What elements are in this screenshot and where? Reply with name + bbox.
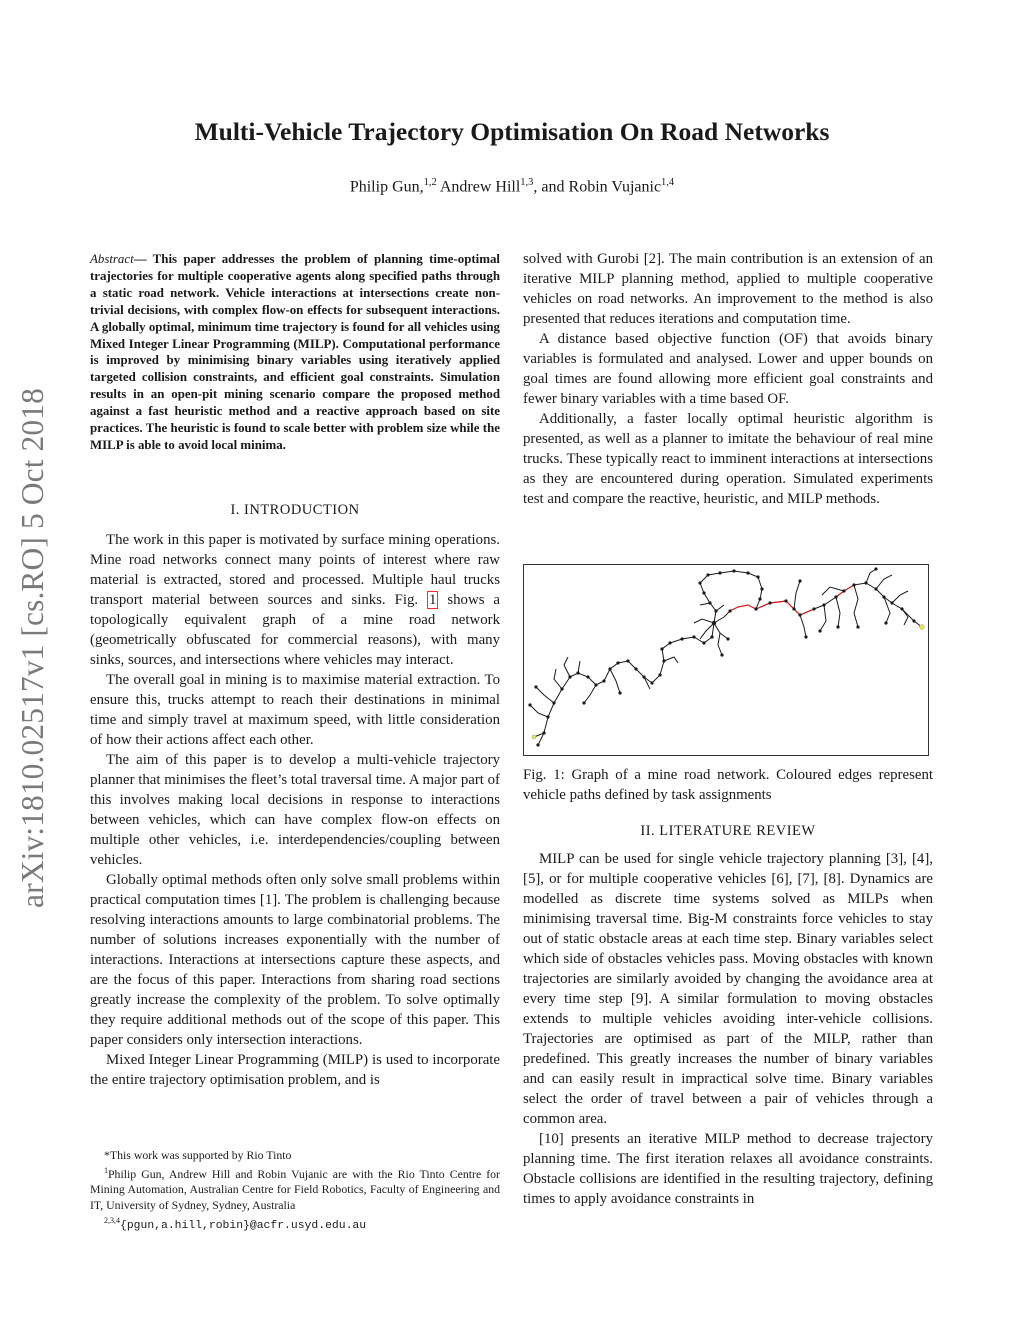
road-node [708,601,711,604]
intro-p1-after: shows a topologically equivalent graph of a mine road network (geometrically obfuscated for commercial reasons), with many sinks, sources, and intersections where vehicles may interact. [90,592,500,668]
road-node [732,569,735,572]
abstract-text: — This paper addresses the problem of planning time-optimal trajectories for multiple cooperative agents along specified paths through a static road network. Vehicle interactions at intersections create non-trivial decisions, with complex flow-on effects for subsequent interactions. A globally optimal, minimum time trajectory is found for all vehicles using Mixed Integer Linear Programming (MILP). Computational performance is improved by minimising binary variables using iteratively applied targeted collision constraints, and efficient goal constraints. Simulation results in an open-pit mining scenario compare the proposed method against a fast heuristic method and a reactive approach based on site practices. The heuristic is found to scale better with problem size while the MILP is able to avoid local minima. [90,252,500,452]
road-edge [554,669,562,689]
intro-paragraph-4: Globally optimal methods often only solve small problems within practical computation times [1]. The problem is challenging because resolving interactions amounts to large combinatorial problems. The number of solutions increases exponentially with the number of interactions. Interactions at intersections capture these aspects, and are the focus of this paper. Interactions from sharing road sections greatly increase the complexity of the problem. To solve optimally they require additional methods out of the scope of this paper. This paper considers only intersection interactions. [90,872,500,1048]
author-3: , and Robin Vujanic [533,178,662,196]
author-1-affil: 1,2 [423,177,437,188]
footnote-affiliation-mark: 1 [104,1166,108,1176]
footnote-affiliation [90,1163,500,1213]
road-node [842,589,845,592]
footnote-emails-mark: 2,3,4 [104,1215,120,1225]
lit-paragraph-2: [10] presents an iterative MILP method to decrease trajectory planning time. The first iteration relaxes all avoidance constraints. Obstacle collisions are identified in the resulting trajectory, defining times to apply avoidance constraints in [523,1131,933,1207]
road-node [834,595,837,598]
figure-1-link[interactable]: 1 [429,592,437,608]
road-node [718,571,721,574]
figure-1-caption: Fig. 1: Graph of a mine road network. Coloured edges represent vehicle paths defined by task assignments [523,767,933,803]
road-node [728,609,731,612]
road-node [874,567,877,570]
road-edge [664,657,678,663]
road-node [754,607,757,610]
road-node [768,601,771,604]
road-node [698,581,701,584]
road-node [798,579,801,582]
road-node [798,613,801,616]
mine-road-network-graph [524,565,928,755]
road-edge [584,685,596,703]
road-edge [876,575,892,589]
road-node [726,637,729,640]
arxiv-stamp-text: arXiv:1810.02517v1 [cs.RO] 5 Oct 2018 [15,388,50,908]
road-node [756,575,759,578]
road-edge [538,571,922,745]
road-node [616,661,619,664]
road-node [608,667,611,670]
intro-paragraph-5: Mixed Integer Linear Programming (MILP) is used to incorporate the entire trajectory optimisation problem, and is [90,1052,500,1088]
introduction-body [90,530,500,1090]
road-node [804,635,807,638]
road-node [714,609,717,612]
road-node [634,667,637,670]
road-node [900,607,903,610]
road-node [856,625,859,628]
section-heading-introduction: I. INTRODUCTION [230,502,360,518]
road-node [818,629,821,632]
road-edge [714,611,730,623]
road-node [746,571,749,574]
right-paragraph-2: A distance based objective function (OF) that avoids binary variables is formulated and analysed. Lower and upper bounds on goal times are found allowing more efficient goal constraints and fewer binary variables with a time based OF. [523,331,933,407]
road-node [680,637,683,640]
road-node [812,607,815,610]
road-node [912,619,915,622]
road-node [542,731,545,734]
road-node [702,591,705,594]
abstract [90,251,500,454]
road-node [712,621,716,625]
right-paragraph-1: solved with Gurobi [2]. The main contribution is an extension of an iterative MILP planning method, applied to multiple cooperative vehicles on road networks. An improvement to the method is also presented that reduces iterations and computation time. [523,251,933,327]
road-edge [536,687,554,703]
road-edge [578,661,580,673]
literature-review-body [523,849,933,1209]
right-column-body [523,249,933,509]
road-node [528,703,531,706]
road-node [668,641,671,644]
author-2-affil: 1,3 [520,177,534,188]
vehicle-paths [730,585,854,615]
road-node [568,675,571,678]
road-node [582,701,585,704]
road-node [660,647,663,650]
paper-title: Multi-Vehicle Trajectory Optimisation On Road Networks [194,117,830,146]
road-node [784,599,787,602]
road-node [594,683,597,686]
road-edge [530,705,548,717]
road-node [882,595,885,598]
footnote-affiliation-text: Philip Gun, Andrew Hill and Robin Vujanic are with the Rio Tinto Centre for Mining Automation, Australian Centre for Field Robotics, Faculty of Engineering and IT, University of Sydney, Sydney, Australia [90,1167,500,1212]
road-node [822,603,825,606]
road-node [650,681,653,684]
road-edge [564,657,570,677]
intro-paragraph-1 [90,530,500,670]
author-1: Philip Gun, [349,178,424,196]
intro-paragraph-2: The overall goal in mining is to maximise material extraction. To ensure this, trucks attempt to reach their destinations in minimal time and simply travel at maximum speed, with little consideration of how their actions affect each other. [90,672,500,748]
road-node [864,581,867,584]
road-node [702,641,705,644]
author-3-affil: 1,4 [661,177,675,188]
road-node [792,607,795,610]
sink-marker [920,625,925,630]
intro-paragraph-3: The aim of this paper is to develop a multi-vehicle trajectory planner that minimises the fleet’s total traversal time. A major part of this involves making local decisions in response to interactions between vehicles, which can have complex flow-on effects on multiple other vehicles, i.e. interdependencies/coupling between vehicles. [90,752,500,868]
intro-p1-before: The work in this paper is motivated by surface mining operations. Mine road networks connect many points of interest where raw material is extracted, stored and processed. Multiple haul trucks transport material between sources and sinks. Fig. [90,532,500,608]
road-edge [854,585,858,627]
road-edge [610,669,620,693]
road-node [546,715,549,718]
road-edge [866,569,876,583]
road-node [534,685,537,688]
road-node [836,625,839,628]
road-edge [836,597,840,627]
road-node [626,659,629,662]
road-node [658,673,661,676]
footnote-funding: *This work was supported by Rio Tinto [104,1148,292,1162]
road-node [852,583,855,586]
footnotes [90,1148,500,1234]
road-node [710,635,713,638]
road-node [720,653,723,656]
road-node [706,573,709,576]
road-node [642,675,645,678]
footnote-emails [90,1213,500,1234]
footnote-emails-text: {pgun,a.hill,robin}@acfr.usyd.edu.au [120,1219,367,1232]
sink-marker [532,735,536,739]
road-node [760,587,763,590]
road-node [758,597,761,600]
road-node [586,675,589,678]
road-node [662,659,665,662]
lit-paragraph-1: MILP can be used for single vehicle trajectory planning [3], [4], [5], or for multiple cooperative vehicles [6], [7], [8]. Dynamics are modelled as discrete time systems solved as MILPs when minimising traversal time. Big-M constraints force vehicles to stay out of static obstacle areas at each time step. Binary variables select which side of obstacles vehicles pass. Moving obstacles with known trajectories are similarly avoided by changing the avoidance area at every time step [9]. A similar formulation to moving obstacles extends to multiple vehicles avoiding inter-vehicle collisions. Trajectories are optimised as part of the MILP, rather than predefined. This greatly increases the number of binary variables and can easily result in impractical solve time. Binary variables select the order of travel between a pair of vehicles through a common area. [523,851,933,1127]
road-edge [694,619,714,623]
road-node [884,621,887,624]
road-node [576,671,579,674]
road-node [692,635,695,638]
road-node [536,743,539,746]
road-edge [718,633,722,655]
road-edge [892,591,908,603]
road-edge [794,581,800,609]
right-paragraph-3: Additionally, a faster locally optimal heuristic algorithm is presented, as well as a planner to imitate the behaviour of real mine trucks. These typically react to imminent interactions at intersections as they are encountered during operation. Simulated experiments test and compare the reactive, heuristic, and MILP methods. [523,411,933,507]
abstract-label: Abstract [90,252,134,266]
author-2: Andrew Hill [436,178,521,196]
road-edge [820,605,826,631]
section-heading-literature-review: II. LITERATURE REVIEW [640,823,816,839]
road-edge [800,615,806,637]
figure-1-frame [523,564,929,756]
road-node [552,701,555,704]
road-node [560,687,563,690]
road-node [602,679,605,682]
road-node [874,587,877,590]
road-node [618,691,621,694]
road-nodes [528,567,915,746]
road-node [890,601,893,604]
road-edge [714,623,728,639]
author-line [0,177,1024,196]
vehicle-path [730,601,814,615]
road-edges [530,569,922,745]
